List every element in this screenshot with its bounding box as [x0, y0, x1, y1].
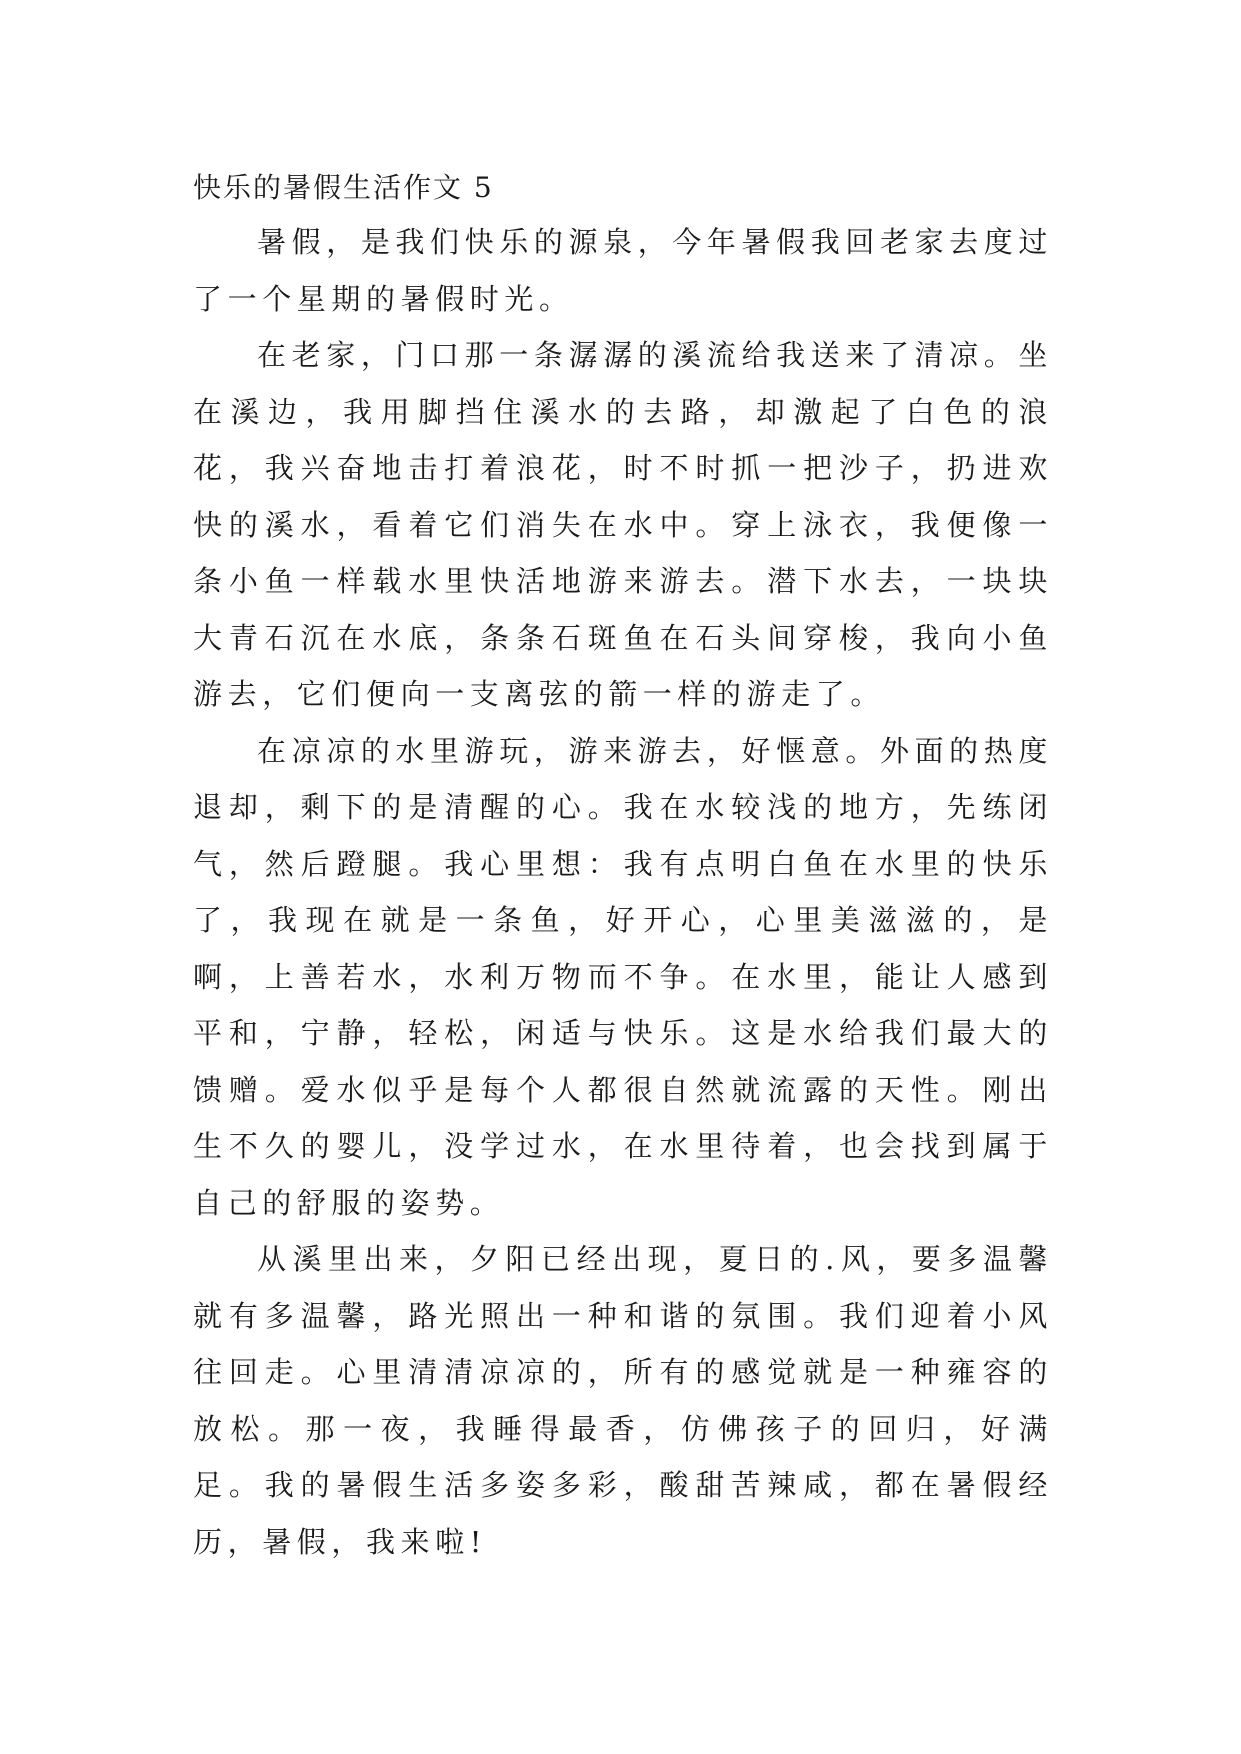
document-page [193, 168, 1053, 1570]
paragraph: 在老家，门口那一条潺潺的溪流给我送来了清凉。坐在溪边，我用脚挡住溪水的去路，却激起了白色的浪花，我兴奋地击打着浪花，时不时抓一把沙子，扔进欢快的溪水，看着它们消失在水中。穿上泳衣，我便像一条小鱼一样载水里快活地游来游去。潜下水去，一块块大青石沉在水底，条条石斑鱼在石头间穿梭，我向小鱼游去，它们便向一支离弦的箭一样的游走了。 [193, 338, 1053, 711]
paragraph: 暑假，是我们快乐的源泉，今年暑假我回老家去度过了一个星期的暑假时光。 [193, 225, 1053, 316]
paragraph: 从溪里出来，夕阳已经出现，夏日的.风，要多温馨就有多温馨，路光照出一种和谐的氛围。我们迎着小风往回走。心里清清凉凉的，所有的感觉就是一种雍容的放松。那一夜，我睡得最香，仿佛孩子的回归，好满足。我的暑假生活多姿多彩，酸甜苦辣咸，都在暑假经历，暑假，我来啦! [193, 1242, 1053, 1559]
paragraph: 在凉凉的水里游玩，游来游去，好惬意。外面的热度退却，剩下的是清醒的心。我在水较浅的地方，先练闭气，然后蹬腿。我心里想：我有点明白鱼在水里的快乐了，我现在就是一条鱼，好开心，心里美滋滋的，是啊，上善若水，水利万物而不争。在水里，能让人感到平和，宁静，轻松，闲适与快乐。这是水给我们最大的馈赠。爱水似乎是每个人都很自然就流露的天性。刚出生不久的婴儿，没学过水，在水里待着，也会找到属于自己的舒服的姿势。 [193, 733, 1053, 1220]
document-title: 快乐的暑假生活作文 5 [193, 171, 494, 204]
